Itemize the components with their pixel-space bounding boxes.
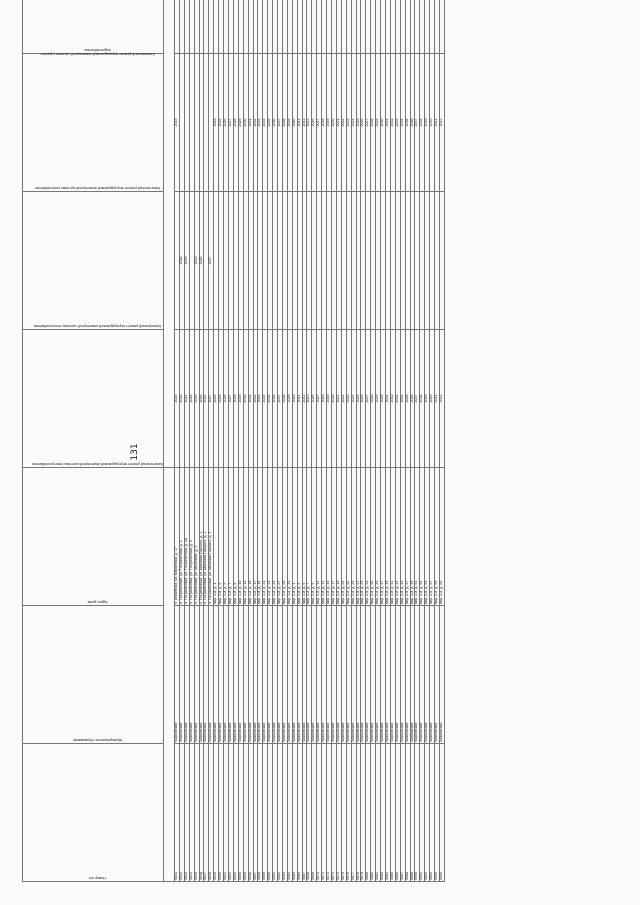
row-year-cell: 2033 [395, 54, 400, 192]
row-address: мкр. 2-й, д. 51 [415, 468, 420, 606]
row-year-cell: 2038 [282, 330, 287, 468]
row-number: 5682 [376, 744, 381, 882]
row-address: мкр. 2-й, д. 31 [366, 468, 371, 606]
row-year-cell: 2025 [214, 54, 219, 192]
row-year-cell: 2017 [209, 192, 214, 330]
row-address: мкр. 1-й, д. 3 [219, 468, 224, 606]
row-year-cell: 2026 [361, 54, 366, 192]
row-address: мкр. 1-й, д. 23 [268, 468, 273, 606]
row-address: мкр. 2-й, д. 43 [395, 468, 400, 606]
header-address: Адрес дома [23, 468, 164, 606]
row-year-cell: 2039 [425, 330, 430, 468]
row-municipality: Чкаловский [361, 606, 366, 744]
row-number: 5643 [184, 744, 189, 882]
row-address: мкр. 2-й, д. 3 [297, 468, 302, 606]
row-year-cell: 2033 [395, 330, 400, 468]
row-year-cell [439, 0, 444, 54]
row-year-cell: 2043 [307, 54, 312, 192]
row-address: мкр. 1-й, д. 11 [238, 468, 243, 606]
row-address: п. Атлантика, ул. Кирпичная, д. 17 [175, 468, 180, 606]
row-number: 5642 [179, 744, 184, 882]
row-number: 5661 [273, 744, 278, 882]
header-work-1: Капитальный ремонт внутридомовой инженерной системы теплоснабжения [23, 192, 164, 330]
row-year-cell: 2030 [243, 330, 248, 468]
row-municipality: Чкаловский [199, 606, 204, 744]
row-year-cell: 2038 [420, 54, 425, 192]
row-year-cell: 2023 [346, 54, 351, 192]
row-year-cell: 2016 [312, 330, 317, 468]
header-municipality: Муниципальное образование [23, 606, 164, 744]
row-year-cell: 2021 [336, 330, 341, 468]
row-address: мкр. 1-й, д. 9 [233, 468, 238, 606]
row-year-cell: 2027 [228, 54, 233, 192]
row-year-cell: 2024 [351, 54, 356, 192]
rotated-table-sheet [22, 32, 617, 882]
row-number: 5645 [194, 744, 199, 882]
row-year-cell: 2040 [292, 330, 297, 468]
row-year-cell: 2018 [179, 192, 184, 330]
row-year-cell: 2035 [405, 330, 410, 468]
row-year-cell: 2024 [351, 330, 356, 468]
row-year-cell: 2039 [425, 54, 430, 192]
row-number: 5672 [327, 744, 332, 882]
row-municipality: Чкаловский [189, 606, 194, 744]
header-work-0: Капитальный ремонт внутридомовой инженерной системы электроснабжения [23, 330, 164, 468]
row-year-cell: 2038 [420, 330, 425, 468]
row-municipality: Чкаловский [385, 606, 390, 744]
row-address: мкр. 1-й, д. 25 [273, 468, 278, 606]
row-year-cell: 2042 [302, 54, 307, 192]
row-number: 5686 [395, 744, 400, 882]
row-year-cell: 2028 [371, 330, 376, 468]
row-year-cell: 2040 [292, 54, 297, 192]
row-year-cell: 2014 [184, 330, 189, 468]
row-number: 5649 [214, 744, 219, 882]
table-body [175, 0, 445, 882]
row-address: п. Пограничный, ул. Пограничная, д. 1 [179, 468, 184, 606]
row-year-cell: 2027 [366, 330, 371, 468]
row-number: 5684 [385, 744, 390, 882]
row-year-cell: 2035 [405, 54, 410, 192]
row-municipality: Чкаловский [228, 606, 233, 744]
row-year-cell: 2031 [385, 54, 390, 192]
row-municipality: Чкаловский [356, 606, 361, 744]
row-number: 5659 [263, 744, 268, 882]
row-address: мкр. 2-й, д. 19 [336, 468, 341, 606]
page-number: 131 [130, 443, 140, 461]
row-number: 5688 [405, 744, 410, 882]
row-year-cell: 2022 [341, 330, 346, 468]
row-number: 5650 [219, 744, 224, 882]
row-year-cell: 2029 [238, 330, 243, 468]
row-municipality: Чкаловский [248, 606, 253, 744]
row-number: 5658 [258, 744, 263, 882]
row-address: мкр. 2-й, д. 55 [425, 468, 430, 606]
row-address: мкр. 2-й, д. 35 [376, 468, 381, 606]
table-row [439, 0, 444, 882]
row-address: мкр. 2-й, д. 21 [341, 468, 346, 606]
row-year-cell: 2025 [219, 330, 224, 468]
row-year-cell: 2016 [199, 330, 204, 468]
row-municipality: Чкаловский [287, 606, 292, 744]
row-year-cell: 2041 [297, 330, 302, 468]
row-number: 5671 [322, 744, 327, 882]
row-number: 5689 [410, 744, 415, 882]
row-year-cell: 2029 [376, 54, 381, 192]
period-superheader [164, 0, 175, 468]
row-number: 5675 [341, 744, 346, 882]
row-year-cell: 2034 [400, 54, 405, 192]
row-number: 5673 [332, 744, 337, 882]
row-municipality: Чкаловский [209, 606, 214, 744]
row-number: 5674 [336, 744, 341, 882]
row-number: 5676 [346, 744, 351, 882]
row-number: 5668 [307, 744, 312, 882]
row-municipality: Чкаловский [327, 606, 332, 744]
row-address: мкр. 2-й, д. 29 [361, 468, 366, 606]
row-municipality: Чкаловский [376, 606, 381, 744]
row-address: мкр. 1-й, д. 21 [263, 468, 268, 606]
row-address: мкр. 2-й, д. 57 [430, 468, 435, 606]
row-year-cell: 2032 [253, 330, 258, 468]
row-year-cell: 2020 [332, 54, 337, 192]
row-municipality: Чкаловский [415, 606, 420, 744]
row-municipality: Чкаловский [332, 606, 337, 744]
row-address: мкр. 1-й, д. 5 [224, 468, 229, 606]
row-year-cell: 2034 [263, 330, 268, 468]
row-municipality: Чкаловский [278, 606, 283, 744]
row-municipality: Чкаловский [425, 606, 430, 744]
row-municipality: Чкаловский [282, 606, 287, 744]
row-address: мкр. 2-й, д. 15 [327, 468, 332, 606]
row-year-cell: 2039 [287, 330, 292, 468]
row-year-cell: 2027 [228, 330, 233, 468]
row-municipality: Чкаловский [381, 606, 386, 744]
row-year-cell: 2035 [268, 54, 273, 192]
row-number: 5663 [282, 744, 287, 882]
row-year-cell: 2034 [400, 330, 405, 468]
row-address: мкр. 2-й, д. 1 [292, 468, 297, 606]
row-municipality: Чкаловский [297, 606, 302, 744]
row-municipality: Чкаловский [420, 606, 425, 744]
row-address: мкр. 1-й, д. 1 [214, 468, 219, 606]
row-year-cell: 2037 [278, 54, 283, 192]
row-municipality: Чкаловский [400, 606, 405, 744]
row-municipality: Чкаловский [430, 606, 435, 744]
row-year-cell: 2025 [214, 330, 219, 468]
row-municipality: Чкаловский [322, 606, 327, 744]
row-year-cell: 2032 [390, 330, 395, 468]
row-number: 5677 [351, 744, 356, 882]
row-municipality: Чкаловский [390, 606, 395, 744]
row-year-cell: 2036 [410, 54, 415, 192]
row-number: 5690 [415, 744, 420, 882]
row-year-cell: 2031 [248, 330, 253, 468]
row-address: мкр. 2-й, д. 7 [307, 468, 312, 606]
row-number: 5654 [238, 744, 243, 882]
row-municipality: Чкаловский [194, 606, 199, 744]
row-address: мкр. 2-й, д. 53 [420, 468, 425, 606]
row-year-cell: 2033 [258, 330, 263, 468]
row-municipality: Чкаловский [238, 606, 243, 744]
row-year-cell: 2040 [430, 54, 435, 192]
row-year-cell: 2026 [224, 54, 229, 192]
row-address: мкр. 2-й, д. 59 [435, 468, 440, 606]
row-year-cell: 2029 [238, 54, 243, 192]
row-municipality: Чкаловский [224, 606, 229, 744]
row-year-cell: 2018 [322, 330, 327, 468]
row-year-cell: 2028 [371, 54, 376, 192]
row-address: мкр. 2-й, д. 37 [381, 468, 386, 606]
row-number: 5647 [204, 744, 209, 882]
row-number: 5655 [243, 744, 248, 882]
row-address: мкр. 2-й, д. 39 [385, 468, 390, 606]
row-municipality: Чкаловский [302, 606, 307, 744]
row-year-cell: 2016 [199, 192, 204, 330]
row-year-cell: 2039 [287, 54, 292, 192]
row-address: мкр. 2-й, д. 27 [356, 468, 361, 606]
row-number: 5692 [425, 744, 430, 882]
row-year-cell: 2017 [317, 330, 322, 468]
row-number: 5644 [189, 744, 194, 882]
row-address: п. Пограничный, ул. Мостовая, д. 3 [194, 468, 199, 606]
row-year-cell: 2041 [435, 330, 440, 468]
row-year-cell: 2037 [278, 330, 283, 468]
row-year-cell: 2028 [233, 330, 238, 468]
row-year-cell: 2025 [356, 330, 361, 468]
row-year-cell: 2034 [263, 54, 268, 192]
row-address: п. Пограничный, ул. Пограничная, д. 2А [184, 468, 189, 606]
row-number: 5657 [253, 744, 258, 882]
row-year-cell: 2021 [336, 54, 341, 192]
row-year-cell: 2019 [327, 330, 332, 468]
row-year-cell: 2030 [381, 330, 386, 468]
row-year-cell: 2017 [317, 54, 322, 192]
row-year-cell: 2035 [268, 330, 273, 468]
row-year-cell: 2029 [376, 330, 381, 468]
row-year-cell: 2036 [273, 54, 278, 192]
row-year-cell: 2015 [204, 330, 209, 468]
row-address: мкр. 2-й, д. 41 [390, 468, 395, 606]
row-year-cell: 2026 [224, 330, 229, 468]
row-address: мкр. 2-й, д. 11 [317, 468, 322, 606]
row-municipality: Чкаловский [214, 606, 219, 744]
row-year-cell: 2042 [439, 54, 444, 192]
row-year-cell: 2030 [381, 54, 386, 192]
row-number: 5679 [361, 744, 366, 882]
row-year-cell: 2031 [385, 330, 390, 468]
row-number: 5653 [233, 744, 238, 882]
row-address: мкр. 1-й, д. 29 [282, 468, 287, 606]
row-year-cell: 2031 [248, 54, 253, 192]
row-year-cell: 2019 [184, 192, 189, 330]
row-municipality: Чкаловский [263, 606, 268, 744]
row-municipality: Чкаловский [371, 606, 376, 744]
row-year-cell: 2030 [243, 54, 248, 192]
row-number: 5662 [278, 744, 283, 882]
row-year-cell: 2017 [209, 330, 214, 468]
row-number: 5666 [297, 744, 302, 882]
row-address: мкр. 1-й, д. 27 [278, 468, 283, 606]
row-address: мкр. 1-й, д. 17 [253, 468, 258, 606]
row-address: мкр. 2-й, д. 13 [322, 468, 327, 606]
row-year-cell: 2033 [258, 54, 263, 192]
row-year-cell: 2015 [175, 54, 180, 192]
row-number: 5670 [317, 744, 322, 882]
row-year-cell: 2037 [415, 54, 420, 192]
row-number: 5694 [435, 744, 440, 882]
row-municipality: Чкаловский [435, 606, 440, 744]
row-municipality: Чкаловский [395, 606, 400, 744]
row-year-cell: 2016 [312, 54, 317, 192]
header-work-2: Капитальный ремонт внутридомовой инженерной системы газоснабжения [23, 54, 164, 192]
row-year-cell: 2020 [332, 330, 337, 468]
row-year-cell: 2036 [410, 330, 415, 468]
row-municipality: Чкаловский [253, 606, 258, 744]
row-address: п. Пограничный, ул. Пограничная, д. 3 [189, 468, 194, 606]
row-municipality: Чкаловский [366, 606, 371, 744]
row-year-cell: 2016 [175, 330, 180, 468]
table-header-row [23, 0, 164, 882]
row-number: 5641 [175, 744, 180, 882]
row-municipality: Чкаловский [317, 606, 322, 744]
row-municipality: Чкаловский [336, 606, 341, 744]
row-year-cell: 2042 [439, 330, 444, 468]
row-number: 5685 [390, 744, 395, 882]
row-number: 5660 [268, 744, 273, 882]
row-municipality: Чкаловский [346, 606, 351, 744]
row-address: с. Пограничный, ул. Максима Горького, д. 1 [199, 468, 204, 606]
row-municipality: Чкаловский [219, 606, 224, 744]
row-year-cell: 2023 [346, 330, 351, 468]
row-address: мкр. 2-й, д. 23 [346, 468, 351, 606]
row-number: 5695 [439, 744, 444, 882]
row-number: 5667 [302, 744, 307, 882]
row-year-cell: 2041 [435, 54, 440, 192]
row-municipality: Чкаловский [439, 606, 444, 744]
header-work-3: Капитальный ремонт внутридомовой инженерной системы горячего водоснабжения [23, 0, 164, 54]
row-number: 5664 [287, 744, 292, 882]
row-year-cell: 2018 [322, 54, 327, 192]
row-municipality: Чкаловский [410, 606, 415, 744]
row-number: 5691 [420, 744, 425, 882]
row-municipality: Чкаловский [405, 606, 410, 744]
row-address: мкр. 2-й, д. 47 [405, 468, 410, 606]
row-address: мкр. 2-й, д. 61 [439, 468, 444, 606]
row-year-cell: 2042 [302, 330, 307, 468]
row-number: 5656 [248, 744, 253, 882]
row-year-cell: 2027 [366, 54, 371, 192]
row-municipality: Чкаловский [292, 606, 297, 744]
row-municipality: Чкаловский [312, 606, 317, 744]
row-year-cell: 2028 [233, 54, 238, 192]
header-number: Номер п/п [23, 744, 164, 882]
row-year-cell: 2032 [253, 54, 258, 192]
row-number: 5681 [371, 744, 376, 882]
row-year-cell: 2019 [194, 192, 199, 330]
row-address: мкр. 2-й, д. 49 [410, 468, 415, 606]
row-municipality: Чкаловский [258, 606, 263, 744]
table-superheader-row [164, 0, 175, 882]
row-number: 5678 [356, 744, 361, 882]
row-year-cell [439, 192, 444, 330]
row-municipality: Чкаловский [204, 606, 209, 744]
row-year-cell: 2041 [297, 54, 302, 192]
row-year-cell: 2025 [219, 54, 224, 192]
row-year-cell: 2019 [327, 54, 332, 192]
row-year-cell: 2032 [390, 54, 395, 192]
row-address: мкр. 1-й, д. 31 [287, 468, 292, 606]
row-number: 5693 [430, 744, 435, 882]
row-number: 5665 [292, 744, 297, 882]
row-year-cell: 2026 [361, 330, 366, 468]
row-municipality: Чкаловский [179, 606, 184, 744]
row-address: мкр. 1-й, д. 15 [248, 468, 253, 606]
row-municipality: Чкаловский [175, 606, 180, 744]
row-address: мкр. 2-й, д. 33 [371, 468, 376, 606]
row-year-cell: 2040 [430, 330, 435, 468]
row-address: мкр. 2-й, д. 25 [351, 468, 356, 606]
row-address: мкр. 2-й, д. 45 [400, 468, 405, 606]
row-municipality: Чкаловский [307, 606, 312, 744]
row-year-cell: 2018 [179, 330, 184, 468]
row-municipality: Чкаловский [351, 606, 356, 744]
row-number: 5648 [209, 744, 214, 882]
row-number: 5669 [312, 744, 317, 882]
row-number: 5652 [228, 744, 233, 882]
row-address: мкр. 1-й, д. 7 [228, 468, 233, 606]
row-address: мкр. 1-й, д. 19 [258, 468, 263, 606]
row-address: мкр. 2-й, д. 17 [332, 468, 337, 606]
row-municipality: Чкаловский [243, 606, 248, 744]
row-address: мкр. 2-й, д. 9 [312, 468, 317, 606]
row-year-cell: 2018 [189, 330, 194, 468]
row-number: 5683 [381, 744, 386, 882]
row-number: 5646 [199, 744, 204, 882]
row-year-cell: 2038 [282, 54, 287, 192]
row-municipality: Чкаловский [184, 606, 189, 744]
row-address: п. Пограничный, ул. Максима Горького, д. 2 [204, 468, 209, 606]
row-number: 5651 [224, 744, 229, 882]
row-address: мкр. 1-й, д. 13 [243, 468, 248, 606]
row-municipality: Чкаловский [341, 606, 346, 744]
row-municipality: Чкаловский [273, 606, 278, 744]
row-address: мкр. 2-й, д. 5 [302, 468, 307, 606]
row-year-cell: 2022 [341, 54, 346, 192]
repair-schedule-table [22, 0, 445, 882]
row-municipality: Чкаловский [233, 606, 238, 744]
row-year-cell: 2025 [356, 54, 361, 192]
row-municipality: Чкаловский [268, 606, 273, 744]
row-year-cell: 2036 [273, 330, 278, 468]
row-year-cell: 2043 [307, 330, 312, 468]
row-year-cell: 2037 [415, 330, 420, 468]
row-number: 5687 [400, 744, 405, 882]
row-number: 5680 [366, 744, 371, 882]
row-year-cell: 2019 [194, 330, 199, 468]
row-address: п. Пограничный, ул. Максима Горького, д. 4 [209, 468, 214, 606]
